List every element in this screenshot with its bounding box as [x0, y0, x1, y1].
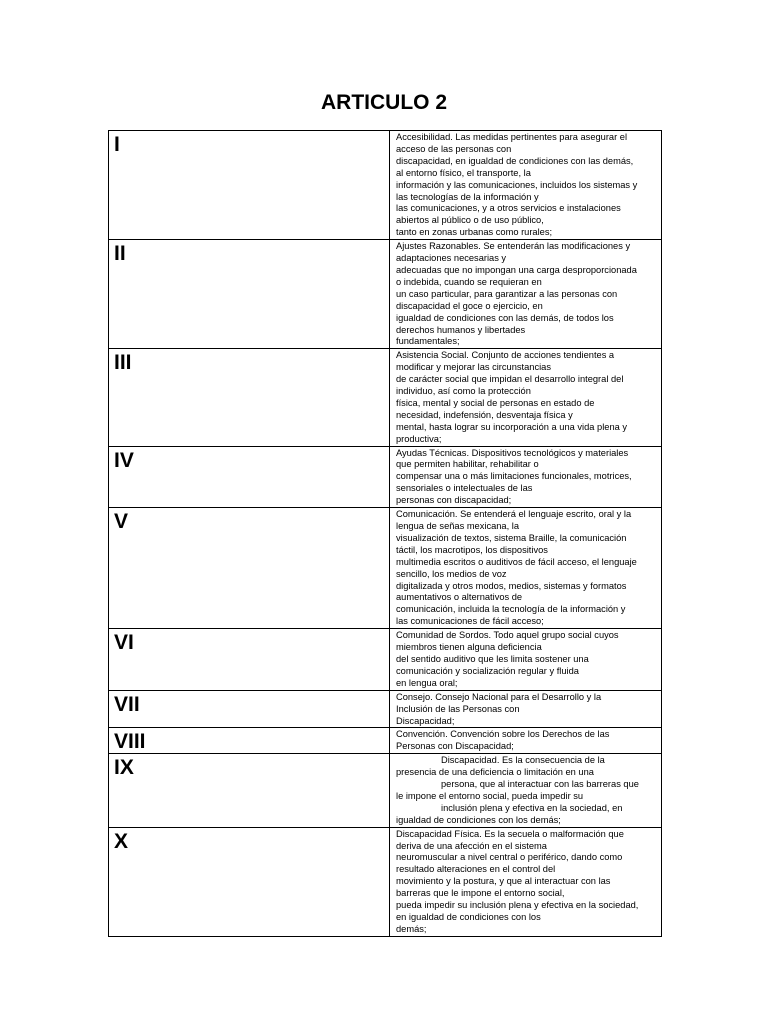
definition-line: Comunicación. Se entenderá el lenguaje escrito, oral y la [396, 509, 632, 520]
definition-text [390, 629, 662, 691]
definition-line: adecuadas que no impongan una carga desproporcionada [396, 264, 637, 275]
definition-line: del sentido auditivo que les limita sostener una [396, 653, 589, 664]
table-row [109, 629, 662, 691]
page-title: ARTICULO 2 [321, 91, 447, 114]
definition-line: al entorno físico, el transporte, la [396, 167, 531, 178]
definition-line: persona, que al interactuar con las barreras que [441, 779, 639, 790]
definition-line: barreras que le impone el entorno social, [396, 888, 565, 899]
definition-line: fundamentales; [396, 336, 460, 347]
definition-line: miembros tienen alguna deficiencia [396, 642, 542, 653]
definition-line: comunicación, incluida la tecnología de la información y [396, 604, 626, 615]
definition-line: Discapacidad. Es la consecuencia de la [441, 755, 605, 766]
roman-numeral: IV [109, 446, 390, 508]
roman-numeral: VIII [109, 728, 390, 754]
definition-line: presencia de una deficiencia o limitación en una [396, 767, 594, 778]
definition-line: visualización de textos, sistema Braille, la comunicación [396, 532, 627, 543]
definition-line: igualdad de condiciones con las demás, de todos los [396, 312, 614, 323]
roman-numeral: I [109, 131, 390, 240]
definition-line: Comunidad de Sordos. Todo aquel grupo social cuyos [396, 630, 619, 641]
table-row [109, 508, 662, 629]
definition-line: neuromuscular a nivel central o periférico, dando como [396, 852, 623, 863]
definition-line: las comunicaciones, y a otros servicios e instalaciones [396, 203, 621, 214]
table-row [109, 349, 662, 446]
definition-line: Personas con Discapacidad; [396, 741, 514, 752]
definition-line: que permiten habilitar, rehabilitar o [396, 459, 539, 470]
definition-line: comunicación y socialización regular y fluida [396, 665, 579, 676]
definition-line: Ayudas Técnicas. Dispositivos tecnológicos y materiales [396, 447, 629, 458]
definition-line: en lengua oral; [396, 677, 458, 688]
definition-line: abiertos al público o de uso público, [396, 215, 544, 226]
definition-line: compensar una o más limitaciones funcionales, motrices, [396, 471, 632, 482]
definition-line: deriva de una afección en el sistema [396, 840, 547, 851]
definition-line: sencillo, los medios de voz [396, 568, 507, 579]
table-row [109, 827, 662, 936]
definition-text [390, 240, 662, 349]
definition-line: pueda impedir su inclusión plena y efectiva en la sociedad, [396, 900, 639, 911]
definition-line: sensoriales o intelectuales de las [396, 483, 533, 494]
definition-line: Discapacidad; [396, 715, 455, 726]
definition-line: multimedia escritos o auditivos de fácil acceso, el lenguaje [396, 556, 637, 567]
definition-line: necesidad, indefensión, desventaja física y [396, 409, 573, 420]
roman-numeral: IX [109, 754, 390, 827]
definition-line: las tecnologías de la información y [396, 191, 539, 202]
definition-text [390, 728, 662, 754]
definition-line: Convención. Convención sobre los Derechos de las [396, 729, 610, 740]
definition-line: mental, hasta lograr su incorporación a una vida plena y [396, 421, 628, 432]
definition-line: las comunicaciones de fácil acceso; [396, 616, 544, 627]
definition-line: Ajustes Razonables. Se entenderán las modificaciones y [396, 241, 631, 252]
definition-line: de carácter social que impidan el desarrollo integral del [396, 374, 624, 385]
definition-line: productiva; [396, 433, 442, 444]
definition-text [390, 131, 662, 240]
table-row [109, 728, 662, 754]
definition-line: en igualdad de condiciones con los [396, 912, 541, 922]
definition-line: modificar y mejorar las circunstancias [396, 362, 551, 373]
table-row [109, 131, 662, 240]
definition-line: Inclusión de las Personas con [396, 703, 520, 714]
definition-line: Discapacidad Física. Es la secuela o malformación que [396, 828, 624, 839]
definition-line: o indebida, cuando se requieran en [396, 276, 542, 287]
roman-numeral: X [109, 827, 390, 936]
definition-text [390, 349, 662, 446]
definition-line: le impone el entorno social, pueda impedir su [396, 790, 584, 801]
definition-line: Asistencia Social. Conjunto de acciones tendientes a [396, 350, 615, 361]
definition-line: digitalizada y otros modos, medios, sistemas y formatos [396, 580, 627, 591]
definition-line: derechos humanos y libertades [396, 324, 526, 335]
definition-line: Accesibilidad. Las medidas pertinentes para asegurar el [396, 132, 628, 142]
definition-line: información y las comunicaciones, incluidos los sistemas y [396, 179, 638, 190]
definition-line: igualdad de condiciones con los demás; [396, 814, 561, 825]
table-row [109, 240, 662, 349]
roman-numeral: VII [109, 690, 390, 728]
roman-numeral: VI [109, 629, 390, 691]
definition-line: inclusión plena y efectiva en la sociedad, en [441, 802, 623, 813]
definitions-table-body [109, 131, 662, 937]
definition-line: individuo, así como la protección [396, 386, 531, 397]
definition-line: adaptaciones necesarias y [396, 253, 507, 264]
definitions-table [108, 130, 662, 937]
table-row [109, 446, 662, 508]
definition-text [390, 827, 662, 936]
roman-numeral: III [109, 349, 390, 446]
roman-numeral: II [109, 240, 390, 349]
definition-text [390, 690, 662, 728]
definition-line: discapacidad, en igualdad de condiciones con las demás, [396, 155, 634, 166]
definition-text [390, 754, 662, 827]
definition-line: tanto en zonas urbanas como rurales; [396, 227, 553, 238]
definition-line: un caso particular, para garantizar a las personas con [396, 288, 618, 299]
roman-numeral: V [109, 508, 390, 629]
table-row [109, 690, 662, 728]
definition-line: resultado alteraciones en el control del [396, 864, 556, 875]
definition-line: física, mental y social de personas en estado de [396, 397, 595, 408]
definition-line: demás; [396, 923, 427, 934]
definition-line: aumentativos o alternativos de [396, 592, 523, 603]
table-row [109, 754, 662, 827]
definition-line: Consejo. Consejo Nacional para el Desarrollo y la [396, 691, 602, 702]
definition-line: personas con discapacidad; [396, 495, 512, 506]
definition-text [390, 446, 662, 508]
definition-line: acceso de las personas con [396, 143, 512, 154]
definition-line: discapacidad el goce o ejercicio, en [396, 300, 543, 311]
definition-line: movimiento y la postura, y que al interactuar con las [396, 876, 611, 887]
definition-text [390, 508, 662, 629]
definition-line: lengua de señas mexicana, la [396, 521, 520, 531]
definition-line: táctil, los macrotipos, los dispositivos [396, 544, 548, 555]
